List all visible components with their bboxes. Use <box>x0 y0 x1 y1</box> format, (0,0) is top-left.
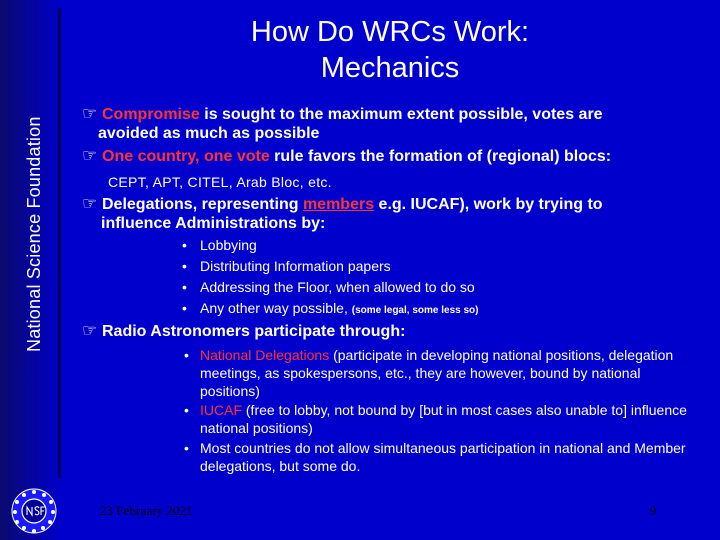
sidebar-divider <box>58 8 61 478</box>
nsf-logo <box>8 486 60 536</box>
footer-date: 23 February 2021 <box>100 503 193 518</box>
title-line-1: How Do WRCs Work: <box>250 16 530 48</box>
pointing-hand-icon: ☞ <box>82 104 98 123</box>
point-text: Radio Astronomers participate through: <box>102 323 406 340</box>
point-text: rule favors the formation of (regional) blocs: <box>269 148 612 165</box>
point-one-country <box>82 146 702 167</box>
point-text: Delegations, representing <box>102 196 303 213</box>
small-note: (some legal, some less so) <box>351 305 479 316</box>
organization-label: National Science Foundation <box>24 116 44 352</box>
point-text: is sought to the maximum extent possible, votes are <box>199 106 603 123</box>
list-item: • Distributing Information papers <box>182 258 391 274</box>
pointing-hand-icon: ☞ <box>82 321 98 340</box>
list-item: • Any other way possible, (some legal, some less so) <box>182 300 479 316</box>
list-item: • National Delegations (participate in developing national positions, delegation meetings, as spokespersons, etc., they are however, bound by national positions) <box>184 347 674 399</box>
point-text: e.g. IUCAF), work by trying to <box>374 196 603 213</box>
point-compromise <box>82 104 702 125</box>
point-continuation: influence Administrations by: <box>101 215 326 232</box>
point-continuation: avoided as much as possible <box>98 125 320 142</box>
slide-title <box>190 14 590 86</box>
list-item: • Lobbying <box>182 237 257 253</box>
page-number: 9 <box>650 503 657 518</box>
pointing-hand-icon: ☞ <box>82 146 98 165</box>
pointing-hand-icon: ☞ <box>82 194 98 213</box>
list-item: • Most countries do not allow simultaneous participation in national and Member delegations, but some do. <box>184 440 686 474</box>
point-highlight: Compromise <box>102 106 200 123</box>
title-line-2: Mechanics <box>320 52 460 84</box>
bloc-list: CEPT, APT, CITEL, Arab Bloc, etc. <box>108 174 332 190</box>
point-highlight: One country, one vote <box>102 148 270 165</box>
list-item: • IUCAF (free to lobby, not bound by [but in most cases also unable to] influence national positions) <box>184 402 687 436</box>
list-item: • Addressing the Floor, when allowed to do so <box>182 279 475 295</box>
point-delegations <box>82 194 702 215</box>
point-highlight: members <box>302 196 375 213</box>
point-radio-astronomers <box>82 321 702 342</box>
